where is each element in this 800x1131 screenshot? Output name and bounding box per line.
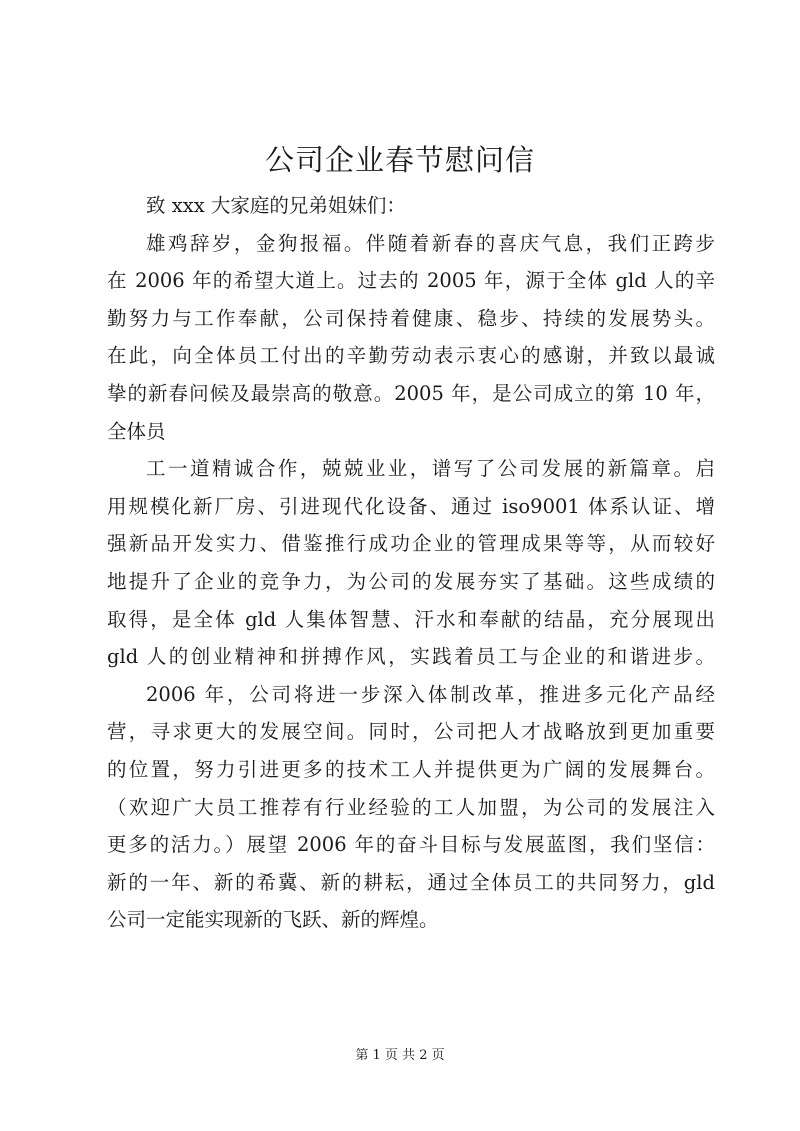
document-title: 公司企业春节慰问信 bbox=[264, 143, 535, 177]
document-body bbox=[107, 187, 715, 939]
paragraph-3 bbox=[107, 676, 715, 939]
paragraph-1 bbox=[107, 225, 715, 451]
text-line: 在 2006 年的希望大道上。过去的 2005 年，源于全体 gld 人的辛 bbox=[107, 269, 715, 293]
text-line: 挚的新春问候及最崇高的敬意。2005 年，是公司成立的第 10 年， bbox=[107, 381, 715, 405]
page-indicator: 第 1 页 共 2 页 bbox=[355, 1048, 445, 1063]
text-line: 取得，是全体 gld 人集体智慧、汗水和奉献的结晶，充分展现出 bbox=[107, 607, 715, 631]
text-line: 工一道精诚合作，兢兢业业，谱写了公司发展的新篇章。启 bbox=[146, 457, 715, 481]
text-line: gld 人的创业精神和拼搏作风，实践着员工与企业的和谐进步。 bbox=[107, 645, 715, 669]
paragraph-2 bbox=[107, 450, 715, 676]
text-line: 雄鸡辞岁，金狗报福。伴随着新春的喜庆气息，我们正跨步 bbox=[146, 231, 715, 255]
text-line: 用规模化新厂房、引进现代化设备、通过 iso9001 体系认证、增 bbox=[107, 494, 715, 518]
text-line: 更多的活力。）展望 2006 年的奋斗目标与发展蓝图，我们坚信： bbox=[107, 833, 715, 857]
text-line: （欢迎广大员工推荐有行业经验的工人加盟，为公司的发展注入 bbox=[107, 795, 715, 819]
text-line: 地提升了企业的竞争力，为公司的发展夯实了基础。这些成绩的 bbox=[107, 569, 715, 593]
text-line: 公司一定能实现新的飞跃、新的辉煌。 bbox=[107, 908, 439, 932]
text-line: 强新品开发实力、借鉴推行成功企业的管理成果等等，从而较好 bbox=[107, 532, 715, 556]
text-line: 勤努力与工作奉献，公司保持着健康、稳步、持续的发展势头。 bbox=[107, 306, 715, 330]
text-line: 2006 年，公司将进一步深入体制改革，推进多元化产品经 bbox=[146, 682, 715, 706]
salutation: 致 xxx 大家庭的兄弟姐妹们： bbox=[146, 194, 406, 217]
text-line: 全体员 bbox=[107, 419, 166, 443]
text-line: 的位置，努力引进更多的技术工人并提供更为广阔的发展舞台。 bbox=[107, 757, 715, 781]
text-line: 在此，向全体员工付出的辛勤劳动表示衷心的感谢，并致以最诚 bbox=[107, 344, 715, 368]
text-line: 新的一年、新的希冀、新的耕耘，通过全体员工的共同努力，gld bbox=[107, 870, 715, 894]
text-line: 营，寻求更大的发展空间。同时，公司把人才战略放到更加重要 bbox=[107, 720, 715, 744]
